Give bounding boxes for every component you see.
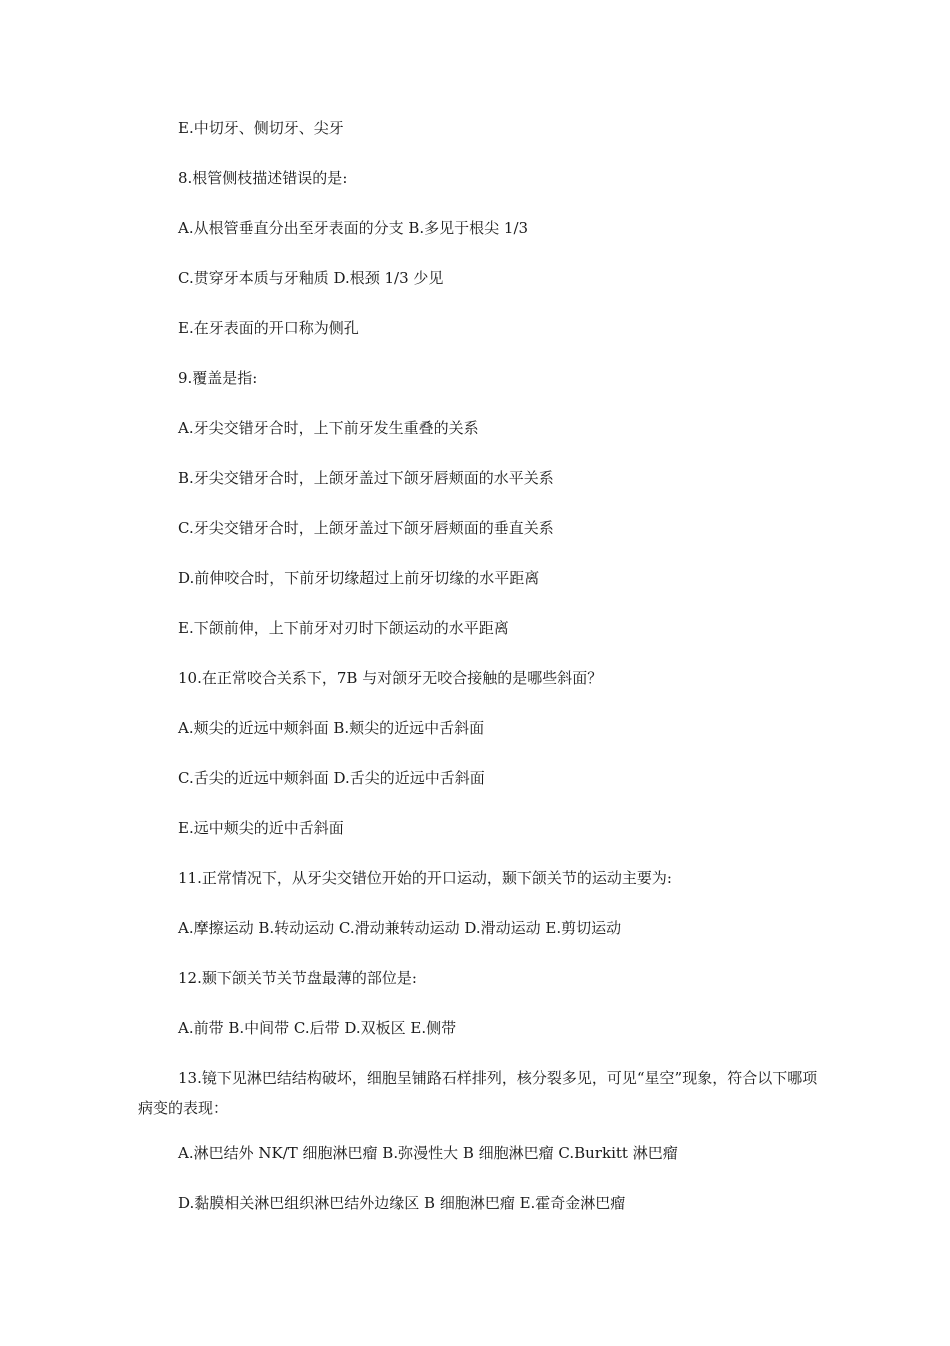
question-13: 13.镜下见淋巴结结构破坏，细胞呈铺路石样排列，核分裂多见，可见“星空”现象，符合以下哪项病变的表现： [138, 1069, 818, 1117]
question-11: 11.正常情况下，从牙尖交错位开始的开口运动，颞下颌关节的运动主要为: [178, 869, 672, 887]
question-8: 8.根管侧枝描述错误的是: [178, 169, 348, 187]
question-9: 9.覆盖是指: [178, 369, 258, 387]
question-10: 10.在正常咬合关系下，7B 与对颌牙无咬合接触的是哪些斜面？ [178, 669, 603, 687]
options-12: A.前带 B.中间带 C.后带 D.双板区 E.侧带 [178, 1019, 457, 1037]
option-9d: D.前伸咬合时，下前牙切缘超过上前牙切缘的水平距离 [178, 569, 540, 587]
options-13abc: A.淋巴结外 NK/T 细胞淋巴瘤 B.弥漫性大 B 细胞淋巴瘤 C.Burkitt 淋巴瘤 [178, 1144, 678, 1162]
question-12: 12.颞下颌关节关节盘最薄的部位是: [178, 969, 417, 987]
options-8cd: C.贯穿牙本质与牙釉质 D.根颈 1/3 少见 [178, 269, 444, 287]
option-9c: C.牙尖交错牙合时，上颌牙盖过下颌牙唇颊面的垂直关系 [178, 519, 554, 537]
option-8e: E.在牙表面的开口称为侧孔 [178, 319, 359, 337]
options-10ab: A.颊尖的近远中颊斜面 B.颊尖的近远中舌斜面 [178, 719, 485, 737]
option-9a: A.牙尖交错牙合时，上下前牙发生重叠的关系 [178, 419, 479, 437]
option-7e: E.中切牙、侧切牙、尖牙 [178, 119, 344, 137]
option-10e: E.远中颊尖的近中舌斜面 [178, 819, 344, 837]
options-13de: D.黏膜相关淋巴组织淋巴结外边缘区 B 细胞淋巴瘤 E.霍奇金淋巴瘤 [178, 1194, 626, 1212]
options-11: A.摩擦运动 B.转动运动 C.滑动兼转动运动 D.滑动运动 E.剪切运动 [178, 919, 622, 937]
option-9b: B.牙尖交错牙合时，上颌牙盖过下颌牙唇颊面的水平关系 [178, 469, 554, 487]
options-8ab: A.从根管垂直分出至牙表面的分支 B.多见于根尖 1/3 [178, 219, 529, 237]
options-10cd: C.舌尖的近远中颊斜面 D.舌尖的近远中舌斜面 [178, 769, 485, 787]
option-9e: E.下颌前伸，上下前牙对刃时下颌运动的水平距离 [178, 619, 509, 637]
